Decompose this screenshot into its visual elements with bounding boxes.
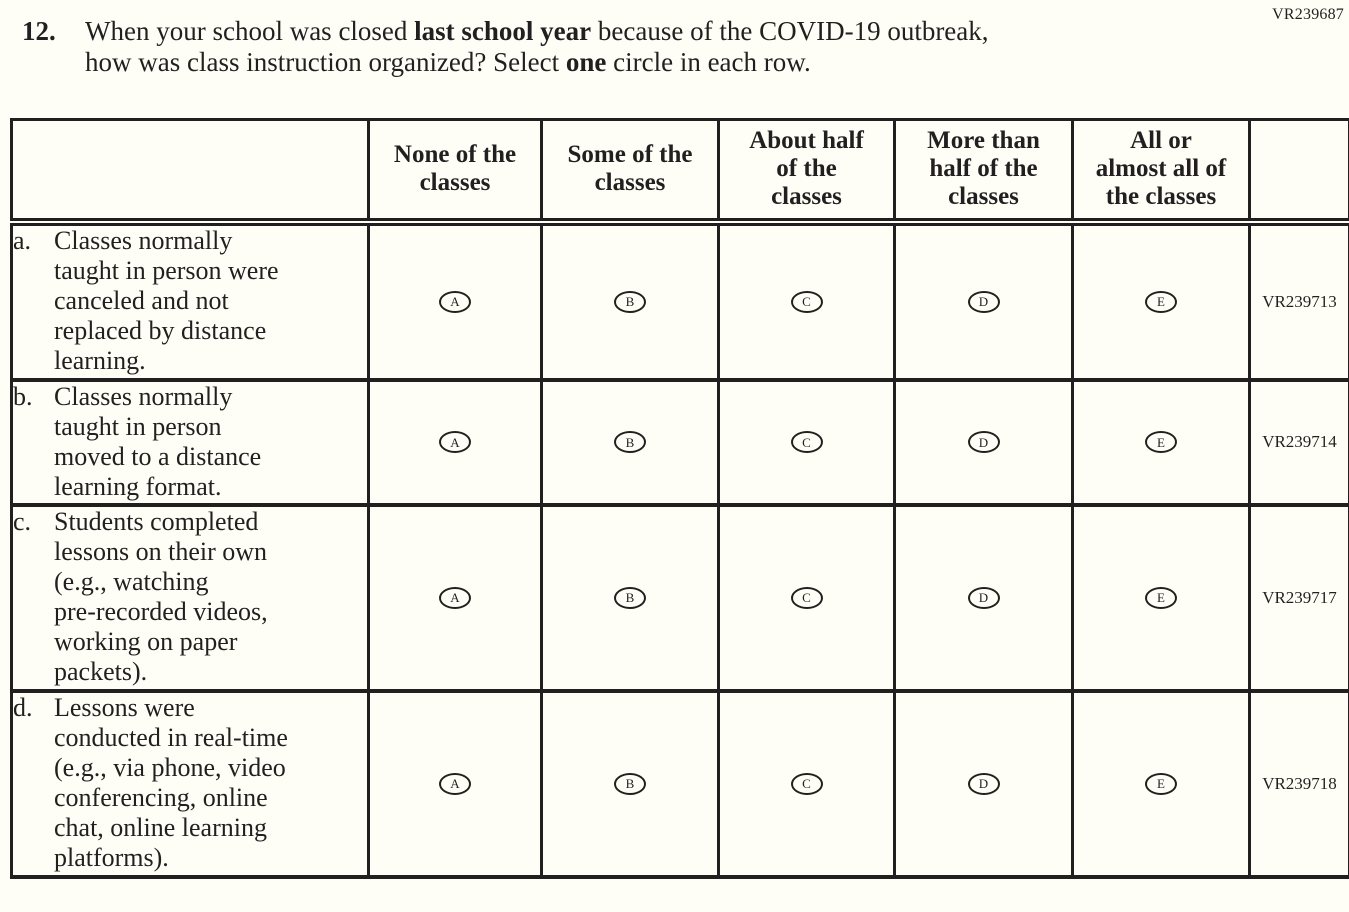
row-c-option-E[interactable]: E	[1145, 587, 1177, 609]
row-a-option-A[interactable]: A	[439, 291, 471, 313]
row-c-option-B[interactable]: B	[614, 587, 646, 609]
header-more-than-half-of-the-classes: More than half of the classes	[895, 120, 1073, 222]
row-a-cell-none	[369, 222, 542, 380]
response-matrix	[10, 118, 1349, 879]
row-a-option-E[interactable]: E	[1145, 291, 1177, 313]
question-line-1-post: because of the COVID-19 outbreak,	[591, 16, 989, 46]
question-number: 12.	[22, 16, 56, 46]
row-d-text: Lessons were conducted in real-time (e.g., via phone, video conferencing, online chat, online learning platforms).	[54, 692, 288, 872]
question-line-2	[85, 47, 989, 78]
row-d-cell-more-than-half	[895, 691, 1073, 877]
row-d-cell-none	[369, 691, 542, 877]
row-a-cell-all	[1073, 222, 1250, 380]
row-a-option-B[interactable]: B	[614, 291, 646, 313]
header-some-of-the-classes: Some of the classes	[542, 120, 719, 222]
header-code-cell	[1250, 120, 1349, 222]
row-d-cell-some	[542, 691, 719, 877]
response-table	[10, 118, 1349, 879]
header-row	[12, 120, 1349, 222]
row-d-option-A[interactable]: A	[439, 773, 471, 795]
row-b-label	[12, 380, 369, 505]
row-c-cell-more-than-half	[895, 505, 1073, 691]
row-b-option-C[interactable]: C	[791, 431, 823, 453]
row-a-label	[12, 222, 369, 380]
row-c-label	[12, 505, 369, 691]
row-b-option-D[interactable]: D	[968, 431, 1000, 453]
row-c-cell-all	[1073, 505, 1250, 691]
row-b-letter: b.	[13, 381, 33, 411]
table-row-b	[12, 380, 1349, 505]
table-row-a	[12, 222, 1349, 380]
question-line-2-bold: one	[565, 47, 607, 77]
row-c-text: Students completed lessons on their own (e.g., watching pre-recorded videos, working on paper packets).	[54, 506, 268, 686]
question-line-1-pre: When your school was closed	[85, 16, 415, 46]
row-c-option-A[interactable]: A	[439, 587, 471, 609]
row-a-cell-about-half	[719, 222, 895, 380]
header-none-of-the-classes: None of the classes	[369, 120, 542, 222]
row-c-code: VR239717	[1250, 505, 1349, 691]
row-d-option-B[interactable]: B	[614, 773, 646, 795]
question-line-1	[85, 16, 989, 47]
row-a-cell-some	[542, 222, 719, 380]
row-a-cell-more-than-half	[895, 222, 1073, 380]
row-c-cell-none	[369, 505, 542, 691]
row-b-cell-more-than-half	[895, 380, 1073, 505]
header-about-half-of-the-classes: About half of the classes	[719, 120, 895, 222]
row-b-cell-none	[369, 380, 542, 505]
question-line-2-pre: how was class instruction organized? Select	[85, 47, 566, 77]
row-c-option-D[interactable]: D	[968, 587, 1000, 609]
table-row-c	[12, 505, 1349, 691]
row-b-option-E[interactable]: E	[1145, 431, 1177, 453]
row-d-option-E[interactable]: E	[1145, 773, 1177, 795]
row-d-label	[12, 691, 369, 877]
form-code: VR239687	[1272, 6, 1344, 23]
row-b-option-A[interactable]: A	[439, 431, 471, 453]
question-12	[22, 16, 989, 78]
row-a-text: Classes normally taught in person were canceled and not replaced by distance learning.	[54, 225, 279, 375]
row-a-option-C[interactable]: C	[791, 291, 823, 313]
header-blank-cell	[12, 120, 369, 222]
row-b-cell-all	[1073, 380, 1250, 505]
row-a-option-D[interactable]: D	[968, 291, 1000, 313]
row-a-letter: a.	[13, 225, 32, 255]
question-line-2-post: circle in each row.	[606, 47, 811, 77]
row-b-cell-some	[542, 380, 719, 505]
row-c-letter: c.	[13, 506, 32, 536]
row-d-letter: d.	[13, 692, 33, 722]
row-d-cell-about-half	[719, 691, 895, 877]
row-b-cell-about-half	[719, 380, 895, 505]
row-b-code: VR239714	[1250, 380, 1349, 505]
row-d-cell-all	[1073, 691, 1250, 877]
row-c-option-C[interactable]: C	[791, 587, 823, 609]
table-row-d	[12, 691, 1349, 877]
row-b-option-B[interactable]: B	[614, 431, 646, 453]
question-line-1-bold: last school year	[414, 16, 592, 46]
row-d-code: VR239718	[1250, 691, 1349, 877]
row-c-cell-about-half	[719, 505, 895, 691]
row-d-option-C[interactable]: C	[791, 773, 823, 795]
row-a-code: VR239713	[1250, 222, 1349, 380]
row-c-cell-some	[542, 505, 719, 691]
row-b-text: Classes normally taught in person moved to a distance learning format.	[54, 381, 262, 501]
header-all-or-almost-all-the-classes: All or almost all of the classes	[1073, 120, 1250, 222]
row-d-option-D[interactable]: D	[968, 773, 1000, 795]
question-text	[85, 16, 989, 78]
